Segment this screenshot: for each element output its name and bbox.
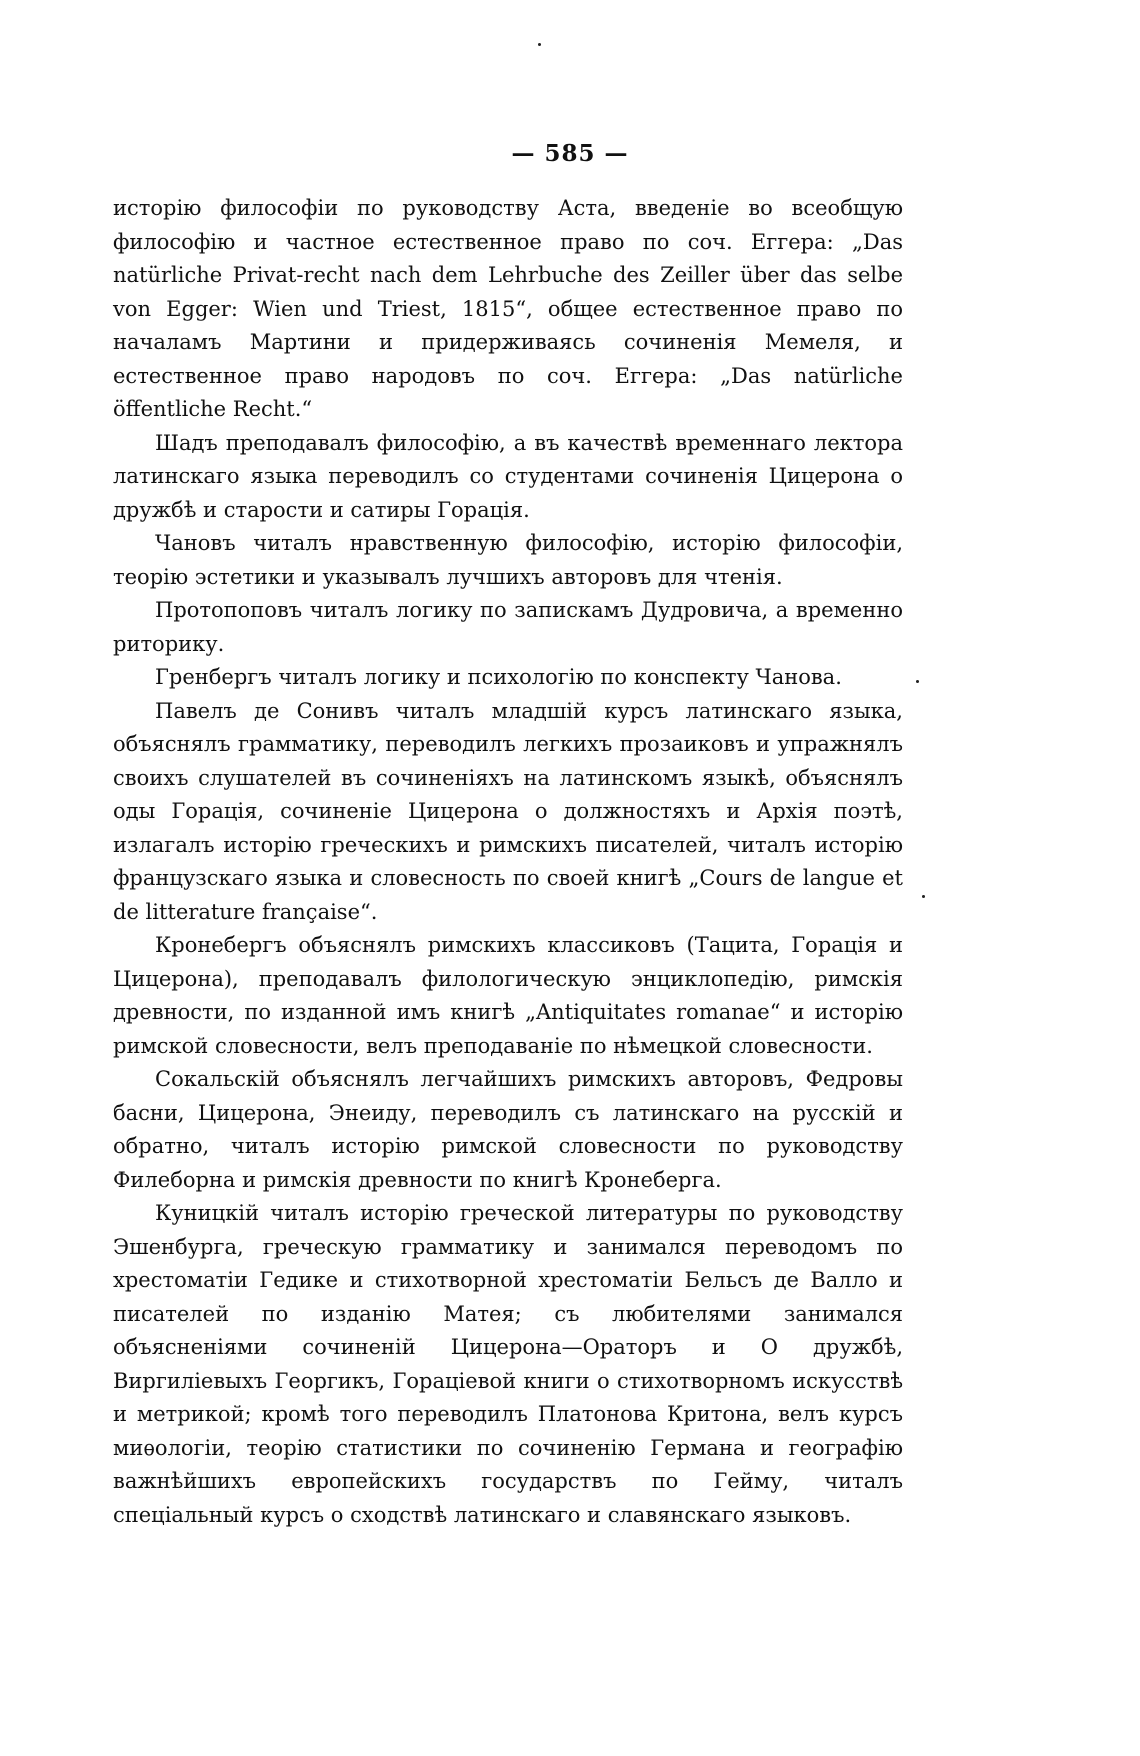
paragraph: исторію философіи по руководству Аста, введеніе во всеобщую философію и частное естественное право по соч. Еггера: „Das natürliche Privat-recht nach dem Lehrbuche des Zeiller über das selbe von Egger: Wien und Triest, 1815“, общее естественное право по началамъ Мартини и придерживаясь сочиненія Мемеля, и естественное право народовъ по соч. Еггера: „Das natürliche öffentliche Recht.“: [113, 196, 903, 421]
body-text: [113, 192, 903, 1532]
speck-mark: [922, 895, 925, 898]
paragraph: Сокальскій объяснялъ легчайшихъ римскихъ авторовъ, Федровы басни, Цицерона, Энеиду, переводилъ съ латинскаго на русскій и обратно, читалъ исторію римской словесности по руководству Филеборна и римскія древности по книгѣ Кронеберга.: [113, 1067, 903, 1192]
paragraph: Кронебергъ объяснялъ римскихъ классиковъ (Тацита, Горація и Цицерона), преподавалъ филологическую энциклопедію, римскія древности, по изданной имъ книгѣ „Antiquitates romanae“ и исторію римской словесности, велъ преподаваніе по нѣмецкой словесности.: [113, 933, 903, 1058]
paragraph: Протопоповъ читалъ логику по запискамъ Дудровича, а временно риторику.: [113, 598, 903, 656]
paragraph: Куницкій читалъ исторію греческой литературы по руководству Эшенбурга, греческую грамматику и занимался переводомъ по хрестоматіи Гедике и стихотворной хрестоматіи Бельсъ де Валло и писателей по изданію Матея; съ любителями занимался объясненіями сочиненій Цицерона—Ораторъ и О дружбѣ, Виргиліевыхъ Георгикъ, Гораціевой книги о стихотворномъ искусствѣ и метрикой; кромѣ того переводилъ Платонова Критона, велъ курсъ миѳологіи, теорію статистики по сочиненію Германа и географію важнѣйшихъ европейскихъ государствъ по Гейму, читалъ спеціальный курсъ о сходствѣ латинскаго и славянскаго языковъ.: [113, 1201, 903, 1527]
paragraph: Павелъ де Сонивъ читалъ младшій курсъ латинскаго языка, объяснялъ грамматику, переводилъ легкихъ прозаиковъ и упражнялъ своихъ слушателей въ сочиненіяхъ на латинскомъ языкѣ, объяснялъ оды Горація, сочиненіе Цицерона о должностяхъ и Архія поэтѣ, излагалъ исторію греческихъ и римскихъ писателей, читалъ исторію французскаго языка и словесность по своей книгѣ „Cours de langue et de litterature française“.: [113, 698, 903, 924]
paragraph: Гренбергъ читалъ логику и психологію по конспекту Чанова.: [155, 665, 842, 689]
speck-mark: [538, 43, 541, 46]
speck-mark: [916, 680, 919, 683]
paragraph: Шадъ преподавалъ философію, а въ качествѣ временнаго лектора латинскаго языка переводилъ со студентами сочиненія Цицерона о дружбѣ и старости и сатиры Горація.: [113, 430, 903, 522]
paragraph: Чановъ читалъ нравственную философію, исторію философіи, теорію эстетики и указывалъ лучшихъ авторовъ для чтенія.: [113, 531, 903, 589]
page-number: — 585 —: [511, 140, 629, 167]
